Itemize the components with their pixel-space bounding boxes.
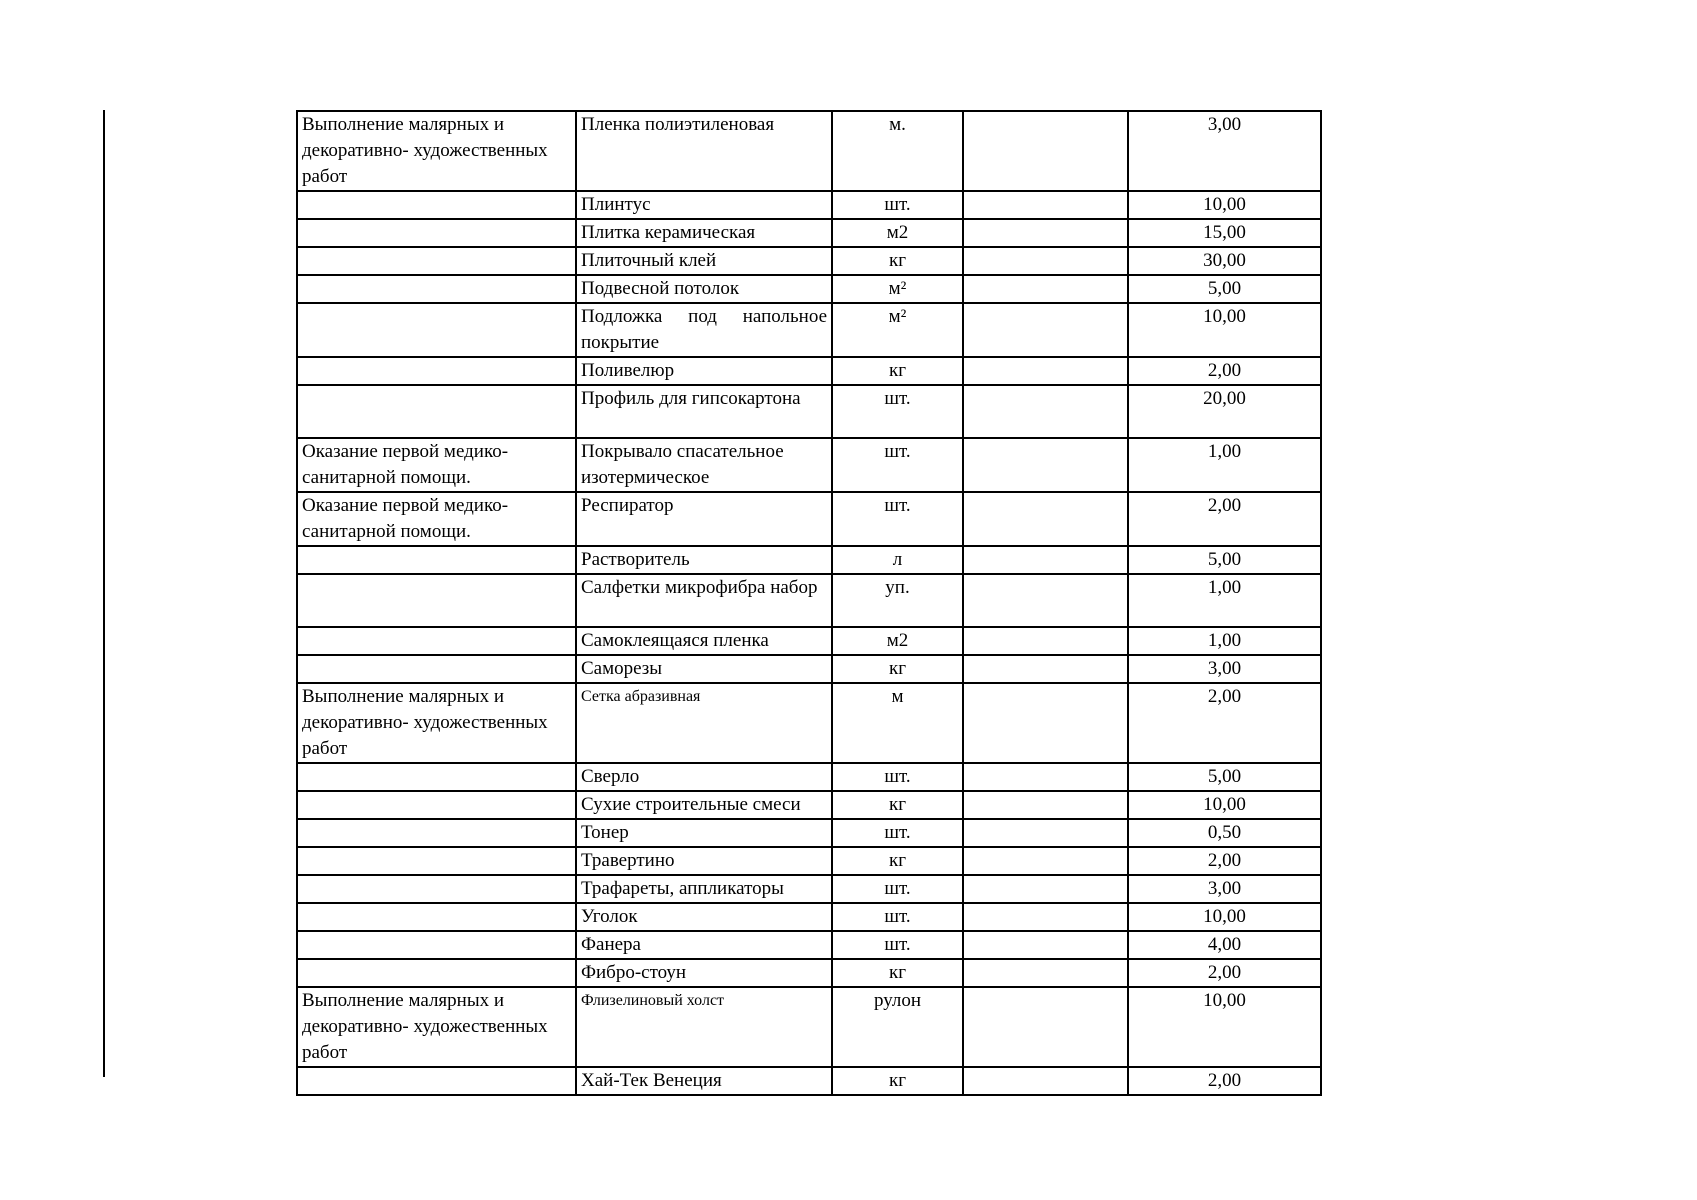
empty-cell [963,903,1128,931]
quantity-cell: 5,00 [1128,275,1321,303]
quantity-cell: 10,00 [1128,903,1321,931]
section-cell [297,546,576,574]
item-name-cell: Плиточный клей [576,247,832,275]
table-row [297,655,1321,683]
table-row [297,219,1321,247]
empty-cell [963,763,1128,791]
table-row [297,987,1321,1067]
quantity-cell: 2,00 [1128,1067,1321,1095]
empty-cell [963,683,1128,763]
item-name-cell: Самоклеящаяся пленка [576,627,832,655]
empty-cell [963,627,1128,655]
table-row [297,574,1321,627]
item-name-cell: Сверло [576,763,832,791]
unit-cell: кг [832,959,963,987]
item-name-cell: Травертино [576,847,832,875]
section-cell [297,847,576,875]
empty-cell [963,275,1128,303]
unit-cell: шт. [832,819,963,847]
unit-cell: л [832,546,963,574]
quantity-cell: 10,00 [1128,303,1321,357]
quantity-cell: 5,00 [1128,763,1321,791]
quantity-cell: 10,00 [1128,191,1321,219]
item-name-cell: Трафареты, аппликаторы [576,875,832,903]
unit-cell: кг [832,791,963,819]
item-name-cell: Пленка полиэтиленовая [576,111,832,191]
item-name-cell: Флизелиновый холст [576,987,832,1067]
table-row [297,875,1321,903]
empty-cell [963,847,1128,875]
table-row [297,1067,1321,1095]
empty-cell [963,438,1128,492]
item-name-cell: Подвесной потолок [576,275,832,303]
unit-cell: м2 [832,627,963,655]
section-cell [297,219,576,247]
item-name-cell: Уголок [576,903,832,931]
empty-cell [963,875,1128,903]
empty-cell [963,191,1128,219]
unit-cell: шт. [832,875,963,903]
item-name-cell: Фибро-стоун [576,959,832,987]
empty-cell [963,247,1128,275]
unit-cell: шт. [832,763,963,791]
item-name-cell: Поливелюр [576,357,832,385]
item-name-cell: Саморезы [576,655,832,683]
section-cell [297,303,576,357]
quantity-cell: 3,00 [1128,875,1321,903]
quantity-cell: 2,00 [1128,492,1321,546]
section-cell [297,385,576,438]
table-row [297,111,1321,191]
unit-cell: шт. [832,903,963,931]
unit-cell: уп. [832,574,963,627]
table-row [297,275,1321,303]
section-cell: Оказание первой медико-санитарной помощи. [297,492,576,546]
section-cell: Оказание первой медико-санитарной помощи. [297,438,576,492]
quantity-cell: 3,00 [1128,111,1321,191]
table-row [297,959,1321,987]
empty-cell [963,574,1128,627]
section-cell [297,247,576,275]
unit-cell: м² [832,303,963,357]
table-row [297,931,1321,959]
unit-cell: шт. [832,385,963,438]
unit-cell: м. [832,111,963,191]
empty-cell [963,492,1128,546]
table-row [297,438,1321,492]
item-name-cell: Сухие строительные смеси [576,791,832,819]
unit-cell: м² [832,275,963,303]
quantity-cell: 10,00 [1128,791,1321,819]
empty-cell [963,303,1128,357]
unit-cell: м [832,683,963,763]
quantity-cell: 15,00 [1128,219,1321,247]
item-name-cell: Салфетки микрофибра набор [576,574,832,627]
section-cell [297,791,576,819]
item-name-cell: Тонер [576,819,832,847]
unit-cell: м2 [832,219,963,247]
item-name-cell: Респиратор [576,492,832,546]
quantity-cell: 1,00 [1128,438,1321,492]
empty-cell [963,219,1128,247]
table-row [297,627,1321,655]
item-name-cell: Хай-Тек Венеция [576,1067,832,1095]
empty-cell [963,819,1128,847]
left-margin-rule [103,110,105,1077]
item-name-cell: Фанера [576,931,832,959]
unit-cell: шт. [832,438,963,492]
section-cell [297,627,576,655]
section-cell [297,574,576,627]
empty-cell [963,931,1128,959]
quantity-cell: 0,50 [1128,819,1321,847]
quantity-cell: 2,00 [1128,357,1321,385]
quantity-cell: 3,00 [1128,655,1321,683]
section-cell [297,655,576,683]
materials-table [296,110,1322,1096]
item-name-cell: Плитка керамическая [576,219,832,247]
empty-cell [963,357,1128,385]
section-cell [297,763,576,791]
table-row [297,247,1321,275]
empty-cell [963,385,1128,438]
table-row [297,492,1321,546]
quantity-cell: 30,00 [1128,247,1321,275]
table-row [297,191,1321,219]
section-cell [297,959,576,987]
section-cell [297,1067,576,1095]
table-row [297,385,1321,438]
table-row [297,357,1321,385]
quantity-cell: 2,00 [1128,847,1321,875]
quantity-cell: 4,00 [1128,931,1321,959]
unit-cell: кг [832,847,963,875]
section-cell [297,357,576,385]
empty-cell [963,111,1128,191]
quantity-cell: 1,00 [1128,574,1321,627]
quantity-cell: 5,00 [1128,546,1321,574]
table-row [297,763,1321,791]
table-row [297,903,1321,931]
section-cell [297,931,576,959]
item-name-cell: Растворитель [576,546,832,574]
empty-cell [963,546,1128,574]
item-name-cell: Покрывало спасательное изотермическое [576,438,832,492]
empty-cell [963,791,1128,819]
quantity-cell: 10,00 [1128,987,1321,1067]
quantity-cell: 2,00 [1128,959,1321,987]
quantity-cell: 20,00 [1128,385,1321,438]
table-row [297,847,1321,875]
item-name-cell: Сетка абразивная [576,683,832,763]
quantity-cell: 1,00 [1128,627,1321,655]
item-name-cell: Подложка под напольное покрытие [576,303,832,357]
table-row [297,546,1321,574]
section-cell: Выполнение малярных и декоративно- художественных работ [297,683,576,763]
empty-cell [963,655,1128,683]
quantity-cell: 2,00 [1128,683,1321,763]
section-cell [297,191,576,219]
unit-cell: кг [832,247,963,275]
unit-cell: кг [832,357,963,385]
table-row [297,791,1321,819]
item-name-cell: Профиль для гипсокартона [576,385,832,438]
empty-cell [963,959,1128,987]
section-cell [297,903,576,931]
empty-cell [963,987,1128,1067]
section-cell [297,275,576,303]
item-name-cell: Плинтус [576,191,832,219]
unit-cell: кг [832,1067,963,1095]
table-row [297,303,1321,357]
unit-cell: шт. [832,191,963,219]
unit-cell: кг [832,655,963,683]
table-row [297,819,1321,847]
section-cell [297,875,576,903]
section-cell: Выполнение малярных и декоративно- художественных работ [297,987,576,1067]
unit-cell: шт. [832,492,963,546]
section-cell: Выполнение малярных и декоративно- художественных работ [297,111,576,191]
section-cell [297,819,576,847]
empty-cell [963,1067,1128,1095]
unit-cell: рулон [832,987,963,1067]
unit-cell: шт. [832,931,963,959]
table-row [297,683,1321,763]
